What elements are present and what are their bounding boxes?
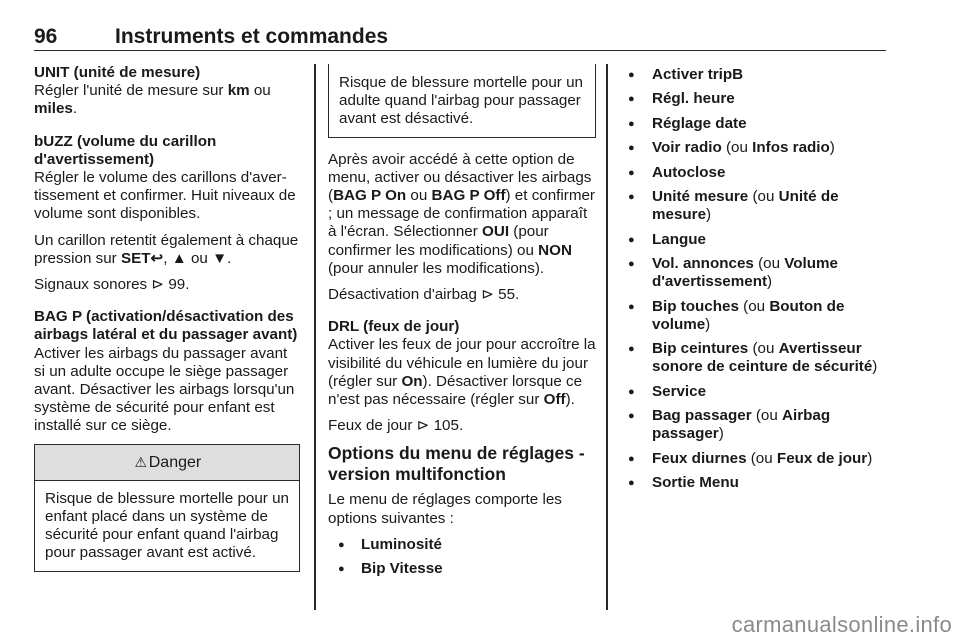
chime-paragraph: Un carillon retentit également à chaque pression sur SET↩, ▲ ou ▼. [34,231,299,267]
list-item: ● Régl. heure [627,90,887,108]
options-paragraph: Le menu de réglages comporte les options suivantes : [328,491,562,527]
airbag-toggle-paragraph: Après avoir accédé à cette option de menu, activer ou désactiver les airbags (BAG P On ou BAG P Off) et confirmer ; un message de confirmation apparaît à l'écran. Sélectionner OUI (pour confirmer les modifications) ou NON (pour annuler les modifications). [328,150,595,277]
page-ref-icon: ⊳ [416,417,430,435]
bagp-paragraph: Activer les airbags du passager avant si un adulte occupe le siège passager avant. Désactiver les airbags lorsqu'un système de sécurité pour enfant est installé sur ce siège. [34,344,295,435]
warning-triangle-icon: ⚠ [134,453,148,470]
drl-paragraph: Activer les feux de jour pour accroître la visibilité du véhicule en lumière du jour (régler sur On). Désactiver lorsque ce n'est pas nécessaire (régler sur Off). [328,336,596,409]
list-item: ● Luminosité [328,536,596,554]
feux-paragraph: Feux de jour ⊳ 105. [328,417,464,435]
list-item: ● Feux diurnes (ou Feux de jour) [627,450,887,468]
options-list-continued [627,66,887,492]
column-divider-right [606,64,608,610]
column-divider-left [314,64,316,610]
danger-box-continued [328,64,596,138]
danger-header [35,445,299,481]
deactivation-paragraph: Désactivation d'airbag ⊳ 55. [328,286,520,304]
list-item: ● Réglage date [627,115,887,133]
unit-paragraph: Régler l'unité de mesure sur km ou miles. [34,82,271,118]
danger-text-continued: Risque de blessure mortelle pour un adulte quand l'airbag pour passager avant est désactivé. [339,74,583,128]
up-triangle-icon: ▲ [171,249,187,267]
danger-label: Danger [148,453,202,471]
danger-text: Risque de blessure mortelle pour un enfant placé dans un système de sécurité pour enfant quand l'airbag pour passager avant est activé. [45,489,289,562]
column-middle [328,64,596,585]
column-right [627,66,887,498]
return-arrow-icon: ↩ [150,249,164,267]
page-title: Instruments et commandes [115,25,389,48]
list-item: ● Unité mesure (ou Unité de mesure) [627,188,887,224]
page-number: 96 [34,25,58,48]
list-item: ● Bip Vitesse [328,560,596,578]
bagp-heading: BAG P (activation/désactivation des airbags latéral et du passager avant) [34,308,298,344]
signals-paragraph: Signaux sonores ⊳ 99. [34,276,190,294]
list-item: ● Autoclose [627,164,887,182]
list-item: ● Voir radio (ou Infos radio) [627,139,887,157]
column-left [34,64,300,572]
list-item: ● Service [627,383,887,401]
list-item: ● Bip touches (ou Bouton de volume) [627,298,887,334]
list-item: ● Vol. annonces (ou Volume d'avertissement) [627,255,887,291]
list-item: ● Bag passager (ou Airbag passager) [627,407,887,443]
list-item: ● Langue [627,231,887,249]
page-ref-icon: ⊳ [151,276,165,294]
list-item: ● Sortie Menu [627,474,887,492]
page-ref-icon: ⊳ [481,286,494,304]
down-triangle-icon: ▼ [212,249,228,267]
unit-heading: UNIT (unité de mesure) [34,64,201,81]
buzz-paragraph: Régler le volume des carillons d'avertissement et confirmer. Huit niveaux de volume sont disponibles. [34,169,296,223]
buzz-heading: bUZZ (volume du carillon d'avertissement) [34,132,217,168]
options-section-title: Options du menu de réglages - version multifonction [328,443,585,485]
danger-box [34,444,300,573]
list-item: ● Activer tripB [627,66,887,84]
drl-heading: DRL (feux de jour) [328,318,460,336]
list-item: ● Bip ceintures (ou Avertisseur sonore de ceinture de sécurité) [627,340,887,376]
watermark: carmanualsonline.info [731,612,952,637]
page-header [34,20,886,51]
options-list-start [328,536,596,579]
